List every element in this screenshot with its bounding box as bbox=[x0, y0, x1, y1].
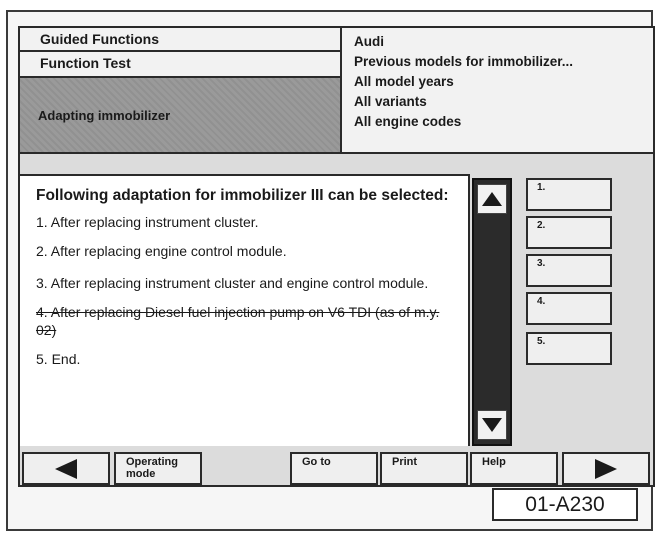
function-test-label[interactable]: Function Test bbox=[20, 52, 340, 78]
active-function-label: Adapting immobilizer bbox=[20, 78, 340, 154]
option-3-button[interactable]: 3. bbox=[526, 254, 612, 287]
vehicle-model: Previous models for immobilizer... bbox=[354, 54, 574, 69]
option-5-text: 5. End. bbox=[36, 351, 81, 367]
option-5-button[interactable]: 5. bbox=[526, 332, 612, 365]
option-3-text: 3. After replacing instrument cluster and engine control module. bbox=[36, 275, 429, 291]
option-1-button[interactable]: 1. bbox=[526, 178, 612, 211]
option-4-text: 4. After replacing Diesel fuel injection pump on V6 TDI (as of m.y. 02) bbox=[36, 304, 440, 338]
scroll-up-button[interactable] bbox=[477, 184, 507, 214]
arrow-left-icon bbox=[53, 458, 79, 480]
vehicle-make: Audi bbox=[354, 34, 384, 49]
option-1-text: 1. After replacing instrument cluster. bbox=[36, 214, 259, 230]
option-4-button[interactable]: 4. bbox=[526, 292, 612, 325]
vehicle-engine-codes: All engine codes bbox=[354, 114, 462, 129]
help-button[interactable]: Help bbox=[470, 452, 558, 485]
option-2-text: 2. After replacing engine control module. bbox=[36, 243, 287, 259]
content-panel bbox=[20, 174, 470, 446]
screenshot-frame bbox=[6, 10, 653, 531]
forward-button[interactable] bbox=[562, 452, 650, 485]
back-button[interactable] bbox=[22, 452, 110, 485]
figure-code: 01-A230 bbox=[492, 488, 638, 521]
arrow-up-icon bbox=[481, 190, 503, 208]
option-2-button[interactable]: 2. bbox=[526, 216, 612, 249]
print-button[interactable]: Print bbox=[380, 452, 468, 485]
scroll-down-button[interactable] bbox=[477, 410, 507, 440]
vehicle-variants: All variants bbox=[354, 94, 427, 109]
vehicle-info-panel bbox=[340, 28, 653, 154]
arrow-right-icon bbox=[593, 458, 619, 480]
content-heading: Following adaptation for immobilizer III can be selected: bbox=[36, 187, 449, 204]
go-to-button[interactable]: Go to bbox=[290, 452, 378, 485]
vertical-scrollbar[interactable] bbox=[472, 178, 512, 446]
operating-mode-button[interactable]: Operating mode bbox=[114, 452, 202, 485]
diagnostic-screen bbox=[18, 26, 655, 487]
arrow-down-icon bbox=[481, 416, 503, 434]
vehicle-model-years: All model years bbox=[354, 74, 454, 89]
guided-functions-label[interactable]: Guided Functions bbox=[20, 28, 340, 52]
